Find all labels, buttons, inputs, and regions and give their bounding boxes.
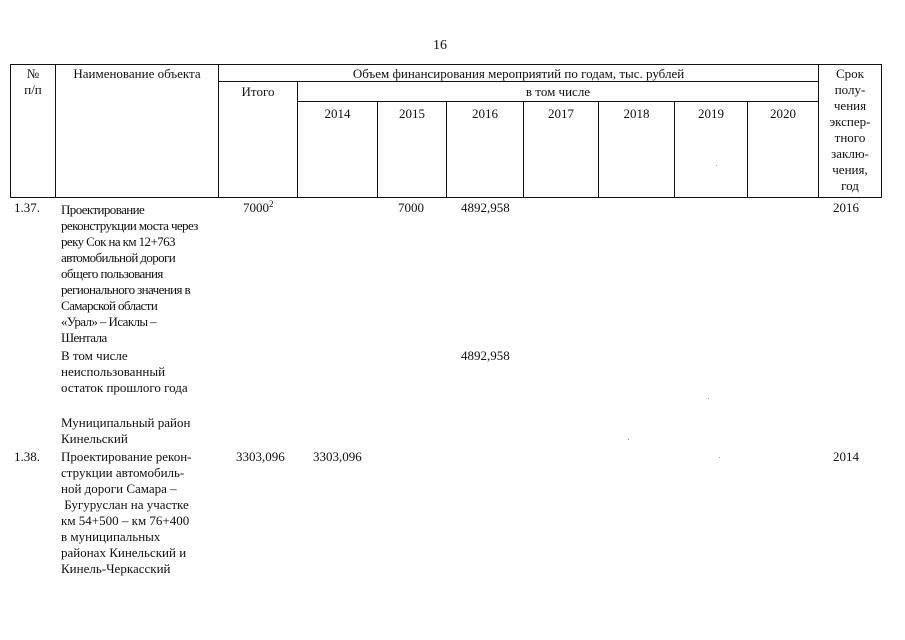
subrow-label-line: остаток прошлого года (61, 380, 188, 395)
subrow-label-line: неиспользованный (61, 364, 166, 379)
scan-speck (628, 439, 629, 440)
header-year-2018: 2018 (623, 106, 650, 121)
scan-speck (708, 398, 709, 399)
scan-speck (716, 165, 717, 166)
total-amount: 7000 (243, 200, 269, 215)
header-including: в том числе (525, 84, 591, 99)
object-name-line: реку Сок на км 12+763 (61, 234, 175, 249)
header-deadline-line: год (841, 178, 859, 193)
header-deadline-line: Срок (836, 66, 864, 81)
object-name-line: реконструкции моста через (61, 218, 198, 233)
year-2016-value: 4892,958 (461, 348, 510, 363)
year-2014-value: 3303,096 (313, 449, 362, 464)
header-deadline-line: тного (834, 130, 866, 145)
object-name-line: струкции автомобиль- (61, 465, 185, 480)
header-year-2016: 2016 (472, 106, 498, 121)
financing-header-divider (218, 81, 819, 82)
table-right-border (881, 64, 882, 198)
object-name-line: км 54+500 – км 76+400 (61, 513, 190, 528)
object-name-line: регионального значения в (61, 282, 191, 297)
total-value: 3303,096 (236, 449, 285, 464)
object-name-line: в муниципальных (61, 529, 161, 544)
header-deadline-line: чения (833, 98, 867, 113)
page-number: 16 (433, 38, 447, 53)
object-name-line: Проектирование (61, 202, 145, 217)
deadline-year: 2016 (833, 200, 859, 215)
column-divider-num (55, 64, 56, 198)
row-number: 1.37. (14, 200, 40, 215)
section-heading-line: Кинельский (61, 431, 128, 446)
object-name-line: общего пользования (61, 266, 163, 281)
header-num-label: п/п (24, 82, 42, 97)
header-num-symbol: № (26, 66, 40, 81)
row-number: 1.38. (14, 449, 40, 464)
header-financing-volume: Объем финансирования мероприятий по годам, тыс. рублей (352, 66, 685, 81)
header-year-2020: 2020 (770, 106, 796, 121)
object-name-line: Проектирование рекон- (61, 449, 192, 464)
header-year-2015: 2015 (399, 106, 425, 121)
year-2016-value: 4892,958 (461, 200, 510, 215)
header-year-2014: 2014 (324, 106, 351, 121)
total-value (243, 200, 274, 215)
deadline-year: 2014 (833, 449, 859, 464)
header-deadline-line: экспер- (829, 114, 871, 129)
header-year-2017: 2017 (548, 106, 574, 121)
including-header-divider (297, 101, 819, 102)
section-heading-line: Муниципальный район (61, 415, 191, 430)
object-name-line: Кинель-Черкасский (61, 561, 171, 576)
header-deadline-line: чения, (832, 162, 868, 177)
header-object-name: Наименование объекта (73, 66, 201, 81)
scan-speck (719, 457, 720, 458)
object-name-line: районах Кинельский и (61, 545, 187, 560)
header-deadline-line: заклю- (831, 146, 869, 161)
subrow-label-line: В том числе (61, 348, 128, 363)
object-name-line: ной дороги Самара – (61, 481, 177, 496)
year-2015-value: 7000 (398, 200, 424, 215)
object-name-line: Бугуруслан на участке (61, 497, 189, 512)
header-deadline-line: полу- (834, 82, 866, 97)
header-year-2019: 2019 (698, 106, 724, 121)
object-name-line: «Урал» – Исаклы – (61, 314, 157, 329)
object-name-line: автомобильной дороги (61, 250, 176, 265)
object-name-line: Самарской области (61, 298, 158, 313)
header-total: Итого (241, 84, 275, 99)
object-name-line: Шентала (61, 330, 107, 345)
footnote-marker: 2 (269, 199, 274, 209)
table-top-border (10, 64, 882, 65)
